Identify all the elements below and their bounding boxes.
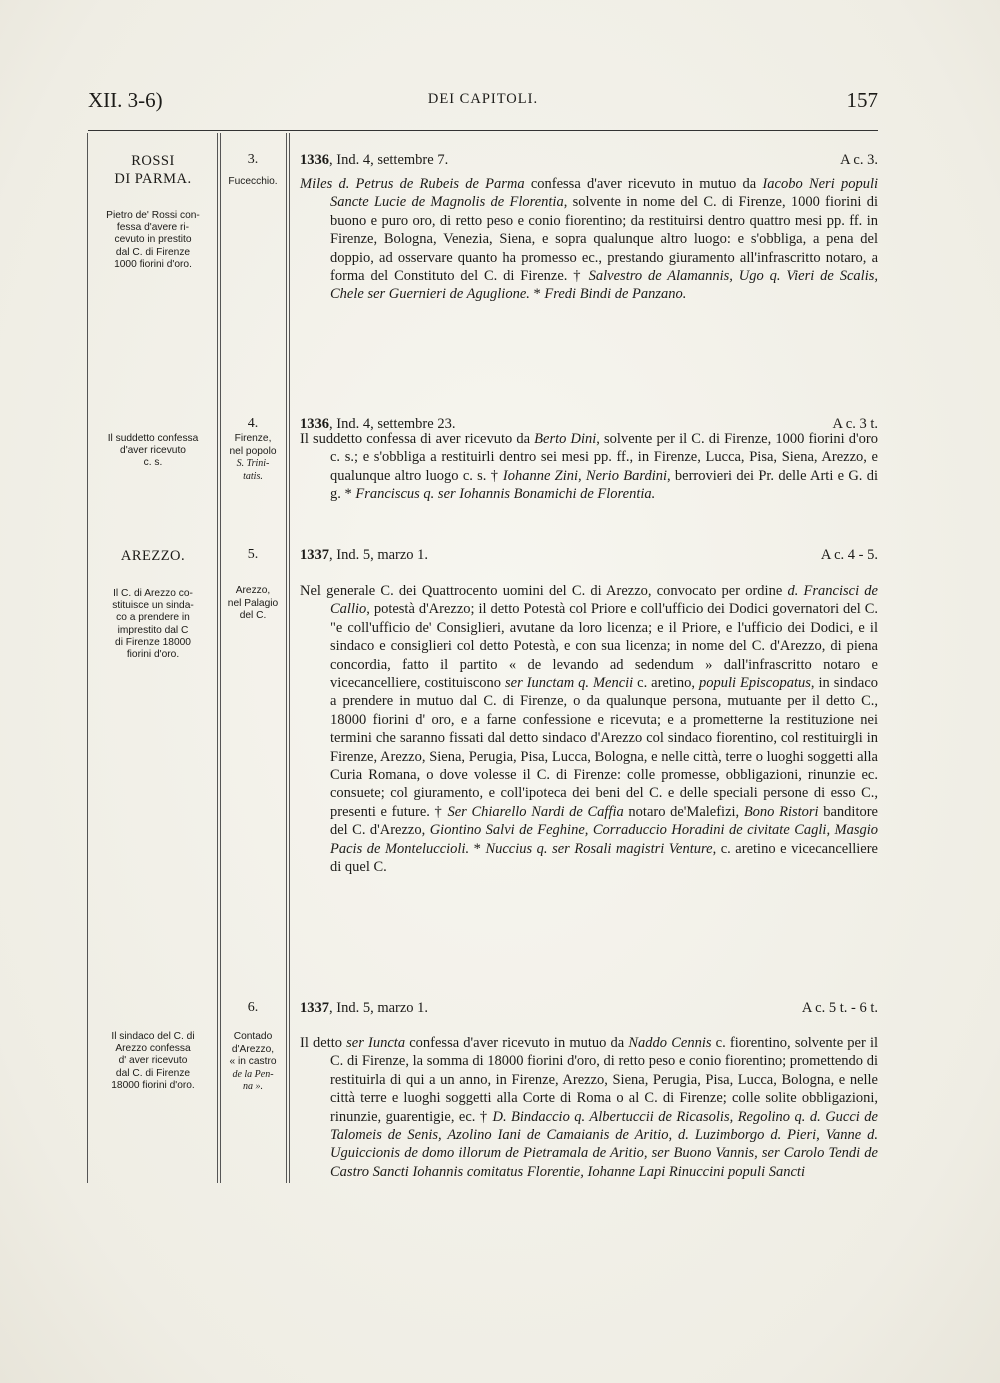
column-rule	[289, 133, 290, 1183]
side-note-line: cevuto in prestito	[114, 234, 192, 246]
italic-name: Ser Chiarello Nardi de Caffia	[447, 803, 624, 820]
entry-text	[300, 1034, 878, 1181]
section-label: XII. 3-6)	[88, 88, 163, 112]
entry-reference: A c. 5 t. - 6 t.	[801, 1000, 878, 1016]
entry-place	[222, 176, 284, 189]
place-line-italic: de la Pen-	[232, 1068, 274, 1080]
place-line: Arezzo,	[235, 585, 271, 596]
column-rule	[217, 133, 218, 1183]
text-run: confessa d'aver ricevuto in mutuo da	[524, 176, 763, 192]
italic-name: ser Iuncta	[346, 1035, 406, 1051]
text-run: Il suddetto confessa di aver ricevuto da	[300, 431, 535, 447]
text-run: *	[469, 840, 486, 857]
side-title-line: DI PARMA.	[114, 171, 192, 187]
italic-name: Berto Dini	[534, 431, 597, 447]
place-line: d'Arezzo,	[231, 1043, 275, 1055]
column-rule	[220, 133, 221, 1183]
entry-reference: A c. 3 t.	[832, 416, 878, 432]
entry-place	[222, 1031, 284, 1094]
side-note	[94, 588, 212, 661]
entry-date	[300, 1000, 428, 1017]
entry-heading	[300, 1000, 878, 1018]
place-line: Firenze,	[234, 433, 272, 444]
entry-text	[300, 430, 878, 504]
side-note	[94, 433, 212, 470]
column-rule	[286, 133, 287, 1183]
side-note-line: di Firenze 18000	[115, 636, 191, 648]
text-run: *	[529, 286, 545, 303]
header-rule	[88, 130, 878, 131]
text-run: notaro de'Malefizi,	[623, 803, 744, 820]
place-line: Fucecchio.	[228, 176, 278, 187]
running-title: DEI CAPITOLI.	[427, 91, 539, 107]
italic-name: populi Episcopatus	[699, 675, 811, 692]
running-header	[88, 88, 878, 114]
entry-paragraph	[300, 175, 878, 304]
side-title-line: ROSSI	[131, 153, 175, 169]
place-line: Contado	[233, 1031, 273, 1042]
side-note-line: d'aver ricevuto	[120, 445, 186, 457]
entry-heading	[300, 152, 878, 170]
side-note-line: Il sindaco del C. di	[111, 1031, 195, 1042]
entry-paragraph	[300, 1034, 878, 1181]
place-line: del C.	[239, 610, 267, 621]
entry-number: 3.	[247, 152, 259, 167]
text-run: , c. aretino e vicecancelliere di quel C.	[330, 840, 878, 876]
entry-date-detail: , Ind. 5, marzo 1.	[329, 1000, 429, 1016]
page-number: 157	[846, 88, 878, 112]
italic-name: Franciscus q. ser Iohannis Bonamichi de Florentia.	[355, 486, 656, 503]
side-note-line: c. s.	[143, 457, 163, 469]
entry-number: 5.	[247, 547, 259, 562]
entry-reference: A c. 4 - 5.	[820, 547, 878, 563]
entry-reference: A c. 3.	[840, 152, 878, 168]
side-title	[94, 547, 212, 565]
entry-text	[300, 582, 878, 877]
text-run: Il detto	[300, 1035, 347, 1051]
entry-paragraph	[300, 430, 878, 504]
side-note-line: dal C. di Firenze	[115, 1067, 191, 1079]
place-line: nel Palagio	[227, 597, 279, 609]
side-note-line: fessa d'avere ri-	[116, 222, 190, 234]
entry-date	[300, 547, 428, 564]
entry-date-detail: , Ind. 4, settembre 23.	[329, 416, 456, 432]
text-run: c. aretino,	[633, 675, 699, 692]
entry-place	[222, 433, 284, 483]
entry-year: 1336	[300, 152, 329, 168]
italic-name: Iohanne Zini, Nerio Bardini	[502, 467, 668, 484]
side-note-line: Il suddetto confessa	[107, 433, 199, 444]
italic-name: ser Iunctam q. Mencii	[504, 675, 634, 692]
place-line-italic: na ».	[243, 1081, 263, 1092]
italic-name: Miles d. Petrus de Rubeis de Parma	[300, 176, 525, 192]
text-run: , solvente per il C. di Firenze, 1000 fiorini d'oro c. s.; e s'obbliga a restituirli dentro sei mesi pp. ff., in Firenze, Lucca, Pisa, Siena, Arezzo, e qualunque altro luogo c. s. †	[330, 431, 878, 484]
text-run: banditore del C. d'Arezzo,	[330, 803, 878, 839]
side-title-line: AREZZO.	[120, 548, 186, 564]
italic-name: Nuccius q. ser Rosali magistri Venture	[485, 840, 713, 857]
entry-heading	[300, 547, 878, 565]
italic-name: D. Bindaccio q. Albertuccii de Ricasolis, Regolino q. d. Gucci de Talomeis de Senis, Azolino Iani de Camaianis de Aritio, d. Luzimborgo d. Pieri, Vanne d. Uguiccionis de domo illorum de Pietramala de Aritio, ser Buono Vannis, ser Carolo Tendi de Castro Sancti Iohannis comitatus Florentie, Iohanne Lapi Rinuccini populi Sancti	[330, 1108, 878, 1180]
entry-text	[300, 175, 878, 304]
text-run: , berrovieri dei Pr. delle Arti e G. di g. *	[330, 467, 878, 503]
side-note-line: imprestito dal C	[117, 624, 189, 636]
text-run: confessa d'aver ricevuto in mutuo da	[405, 1035, 629, 1051]
italic-name: Bono Ristori	[743, 803, 819, 820]
text-run: c. fiorentino, solvente per il C. di Firenze, la somma di 18000 fiorini d'oro, di retto peso e conio fiorentino; promettendo di restituirla di qui a un anno, in Firenze, Arezzo, Siena, Perugia, Pisa, Lucca, Bologna, e nelle città terre e luoghi soggetti alla Corte di Roma o al C. di Firenze; colle solite obbligazioni, rinunzie, guarentigie, ec. †	[330, 1035, 879, 1125]
side-note-line: stituisce un sinda-	[112, 600, 194, 612]
side-note	[94, 1031, 212, 1092]
side-note-line: co a prendere in	[116, 612, 190, 624]
italic-name: d. Francisci de Callio	[330, 583, 878, 618]
side-note-line: Il C. di Arezzo co-	[113, 588, 193, 599]
column-rule	[87, 133, 88, 1183]
entry-number: 4.	[247, 416, 259, 431]
italic-name: Salvestro de Alamannis, Ugo q. Vieri de Scalis, Chele ser Guernieri de Aguglione.	[330, 268, 878, 303]
entry-date	[300, 152, 448, 169]
entry-year: 1337	[300, 547, 329, 563]
side-note-line: dal C. di Firenze	[115, 246, 191, 258]
place-line: nel popolo	[229, 445, 277, 457]
italic-name: Iacobo Neri populi Sancte Lucie de Magnolis de Florentia	[330, 176, 879, 211]
place-line: « in castro	[229, 1056, 277, 1067]
entry-date-detail: , Ind. 5, marzo 1.	[329, 547, 429, 563]
side-title	[94, 152, 212, 188]
entry-number: 6.	[247, 1000, 259, 1015]
entry-paragraph	[300, 582, 878, 877]
side-note-line: 18000 fiorini d'oro.	[111, 1079, 195, 1091]
side-note-line: Arezzo confessa	[115, 1043, 191, 1055]
entry-date-detail: , Ind. 4, settembre 7.	[329, 152, 449, 168]
side-note-line: fiorini d'oro.	[126, 649, 180, 661]
italic-name: Giontino Salvi de Feghine, Corraduccio Horadini de civitate Cagli, Masgio Pacis de Monteluccioli.	[330, 822, 879, 857]
italic-name: Fredi Bindi de Panzano.	[544, 286, 687, 303]
side-note-line: Pietro de' Rossi con-	[106, 210, 200, 221]
entry-year: 1336	[300, 416, 329, 432]
place-line-italic: tatis.	[243, 470, 263, 482]
side-note-line: 1000 fiorini d'oro.	[114, 258, 192, 270]
place-line-italic: S. Trini-	[236, 458, 270, 469]
side-note	[94, 210, 212, 271]
text-run: Nel generale C. dei Quattrocento uomini del C. di Arezzo, convocato per ordine	[300, 583, 788, 599]
text-run: , potestà d'Arezzo; il detto Potestà col Priore e coll'ufficio dei Dodici governatori del C. "e coll'ufficio de' Consiglieri, avutane da loro licenza; e il Priore, e l'ufficio dei Dodici, e il sindaco e consiglieri col detto Potestà, e con sua licenza; in nome del C. d'Arezzo, di piena concordia, fatto il partito « de levando ad sedendum » dall'infrascritto notaro e vicecancelliere, costituiscono	[330, 601, 878, 692]
text-run: , solvente in nome del C. di Firenze, 1000 fiorini di buono e puro oro, di retto peso e conio fiorentino; da restituirsi dentro quattro mesi pp. ff. in Firenze, Bologna, Venezia, Siena, e sopra qualunque altro luogo: e s'obbliga, a pena del doppio, ad osservare quanto ha promesso ec., prestando giuramento all'infrascritto notaro, a forma del Constituto del C. di Firenze. †	[330, 194, 878, 285]
side-note-line: d' aver ricevuto	[118, 1055, 188, 1067]
entry-place	[222, 585, 284, 623]
text-run: , in sindaco a prendere in mutuo dal C. di Firenze, o da qualunque persona, mutuante per il detto C., 18000 fiorini d' oro, e a farne confessione e ricevuta; e a prometterne la restituzione nei termini che saranno fissati dal detto sindaco d'Arezzo col sindaco fiorentino, col restituirgli in Firenze, Arezzo, Siena, Perugia, Pisa, Lucca, Bologna, e nelle città, terre o luoghi soggetti alla Curia Romana, o dove volesse il C. di Firenze: colle promesse, obbligazioni, rinunzie ec. consuete; col giuramento, e coll'ipoteca dei beni del C. e delle speciali persone di esso C., presenti e future. †	[330, 675, 879, 820]
entry-year: 1337	[300, 1000, 329, 1016]
italic-name: Naddo Cennis	[628, 1035, 712, 1051]
